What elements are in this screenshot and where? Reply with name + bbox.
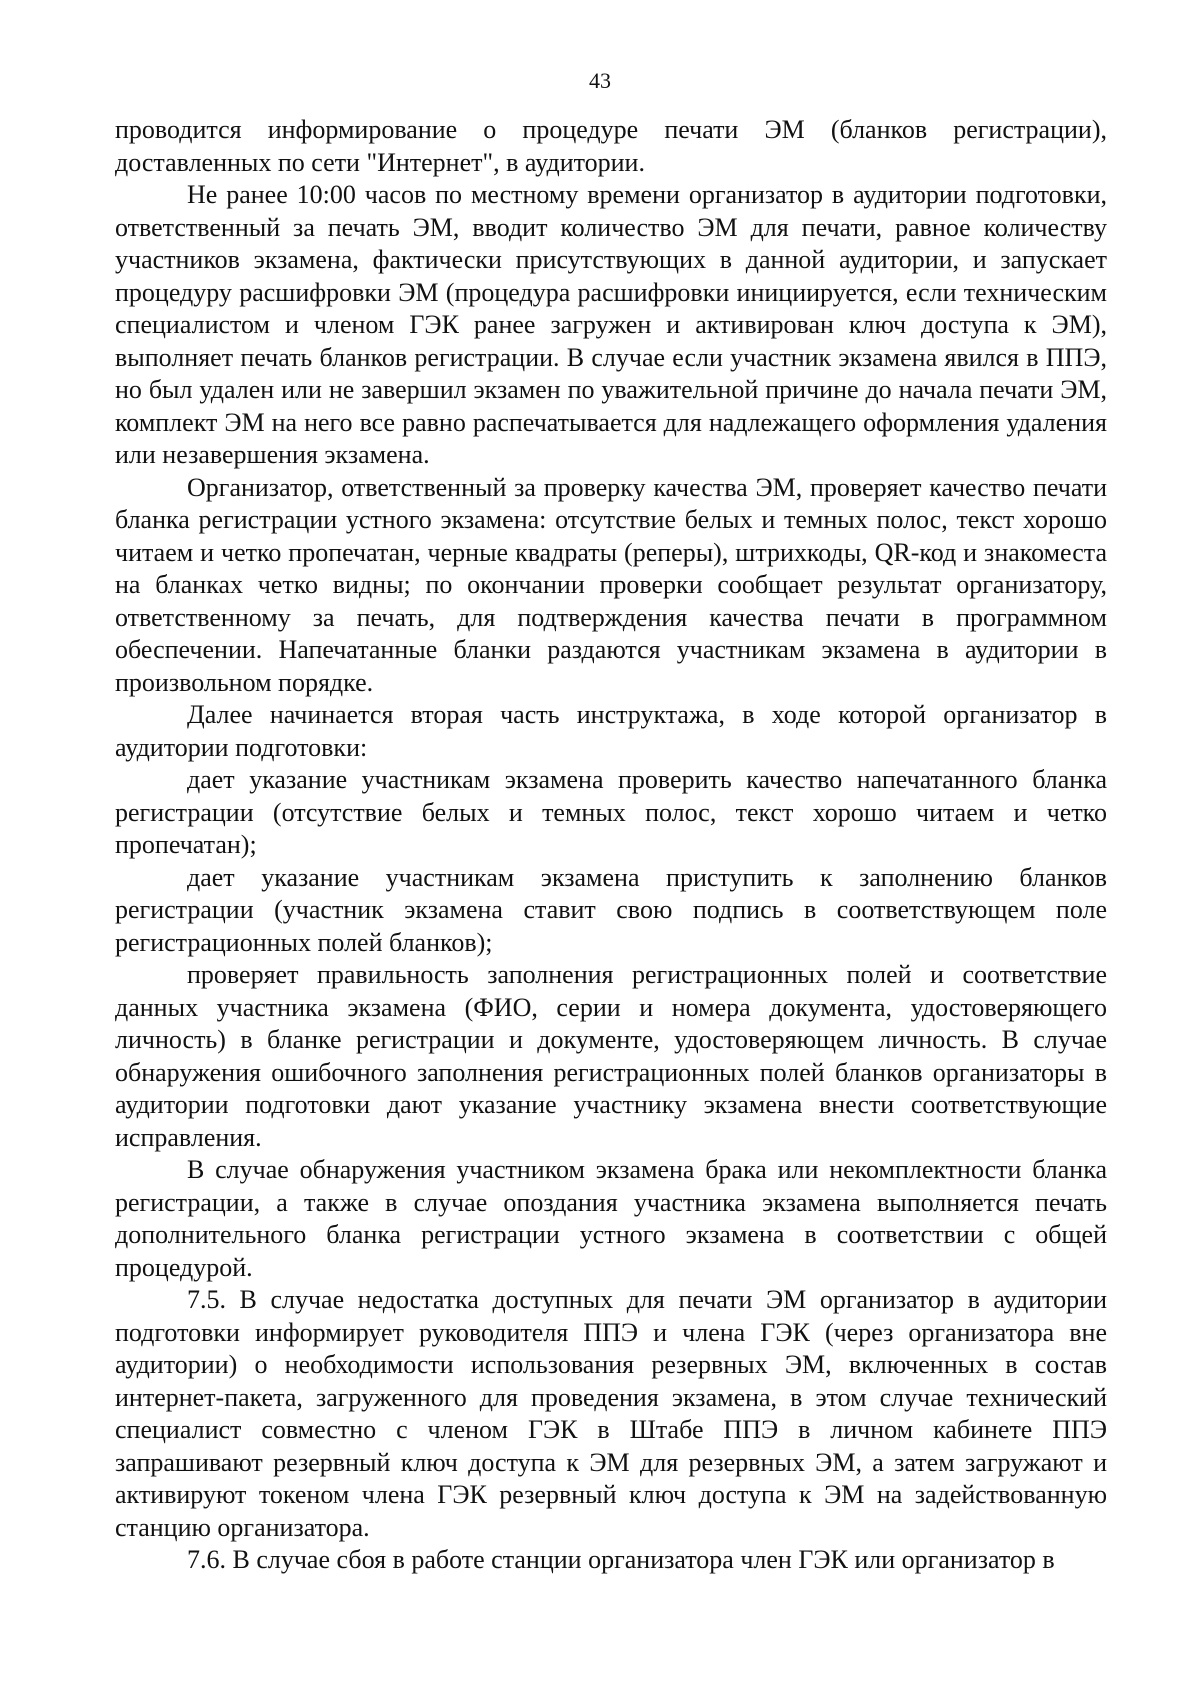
paragraph-printing-start: Не ранее 10:00 часов по местному времени организатор в аудитории подготовки, ответственный за печать ЭМ, вводит количество ЭМ для печати, равное количеству участников экзамена, фактически присутствующих в данной аудитории, и запускает процедуру расшифровки ЭМ (процедура расшифровки инициируется, если техническим специалистом и членом ГЭК ранее загружен и активирован ключ доступа к ЭМ), выполняет печать бланков регистрации. В случае если участник экзамена явился в ППЭ, но был удален или не завершил экзамен по уважительной причине до начала печати ЭМ, комплект ЭМ на него все равно распечатывается для надлежащего оформления удаления или незавершения экзамена.: [115, 180, 1107, 469]
paragraph-quality-check: Организатор, ответственный за проверку качества ЭМ, проверяет качество печати бланка регистрации устного экзамена: отсутствие белых и темных полос, текст хорошо читаем и четко пропечатан, черные квадраты (реперы), штрихкоды, QR-код и знакоместа на бланках четко видны; по окончании проверки сообщает результат организатору, ответственному за печать, для подтверждения качества печати в программном обеспечении. Напечатанные бланки раздаются участникам экзамена в аудитории в произвольном порядке.: [115, 472, 1107, 697]
paragraph-verify-fields: проверяет правильность заполнения регистрационных полей и соответствие данных участника экзамена (ФИО, серии и номера документа, удостоверяющего личность) в бланке регистрации и документе, удостоверяющем личность. В случае обнаружения ошибочного заполнения регистрационных полей бланков организаторы в аудитории подготовки дают указание участнику экзамена внести соответствующие исправления.: [115, 960, 1107, 1152]
paragraph-continuation: проводится информирование о процедуре печати ЭМ (бланков регистрации), доставленных по сети "Интернет", в аудитории.: [115, 115, 1107, 177]
paragraph-section-7-6: 7.6. В случае сбоя в работе станции организатора член ГЭК или организатор в: [187, 1545, 1055, 1574]
paragraph-section-7-5: 7.5. В случае недостатка доступных для печати ЭМ организатор в аудитории подготовки информирует руководителя ППЭ и члена ГЭК (через организатора вне аудитории) о необходимости использования резервных ЭМ, включенных в состав интернет-пакета, загруженного для проведения экзамена, в этом случае технический специалист совместно с членом ГЭК в Штабе ППЭ в личном кабинете ППЭ запрашивают резервный ключ доступа к ЭМ для резервных ЭМ, а затем загружают и активируют токеном члена ГЭК резервный ключ доступа к ЭМ на задействованную станцию организатора.: [115, 1285, 1107, 1542]
paragraph-second-briefing: Далее начинается вторая часть инструктажа, в ходе которой организатор в аудитории подготовки:: [115, 700, 1107, 762]
paragraph-defect-case: В случае обнаружения участником экзамена брака или некомплектности бланка регистрации, а также в случае опоздания участника экзамена выполняется печать дополнительного бланка регистрации устного экзамена в соответствии с общей процедурой.: [115, 1155, 1107, 1282]
paragraph-instruction-check-quality: дает указание участникам экзамена проверить качество напечатанного бланка регистрации (отсутствие белых и темных полос, текст хорошо читаем и четко пропечатан);: [115, 765, 1107, 859]
paragraph-instruction-fill-forms: дает указание участникам экзамена приступить к заполнению бланков регистрации (участник экзамена ставит свою подпись в соответствующем поле регистрационных полей бланков);: [115, 862, 1107, 957]
page-number: 43: [589, 68, 611, 93]
document-body: [115, 114, 1107, 1577]
